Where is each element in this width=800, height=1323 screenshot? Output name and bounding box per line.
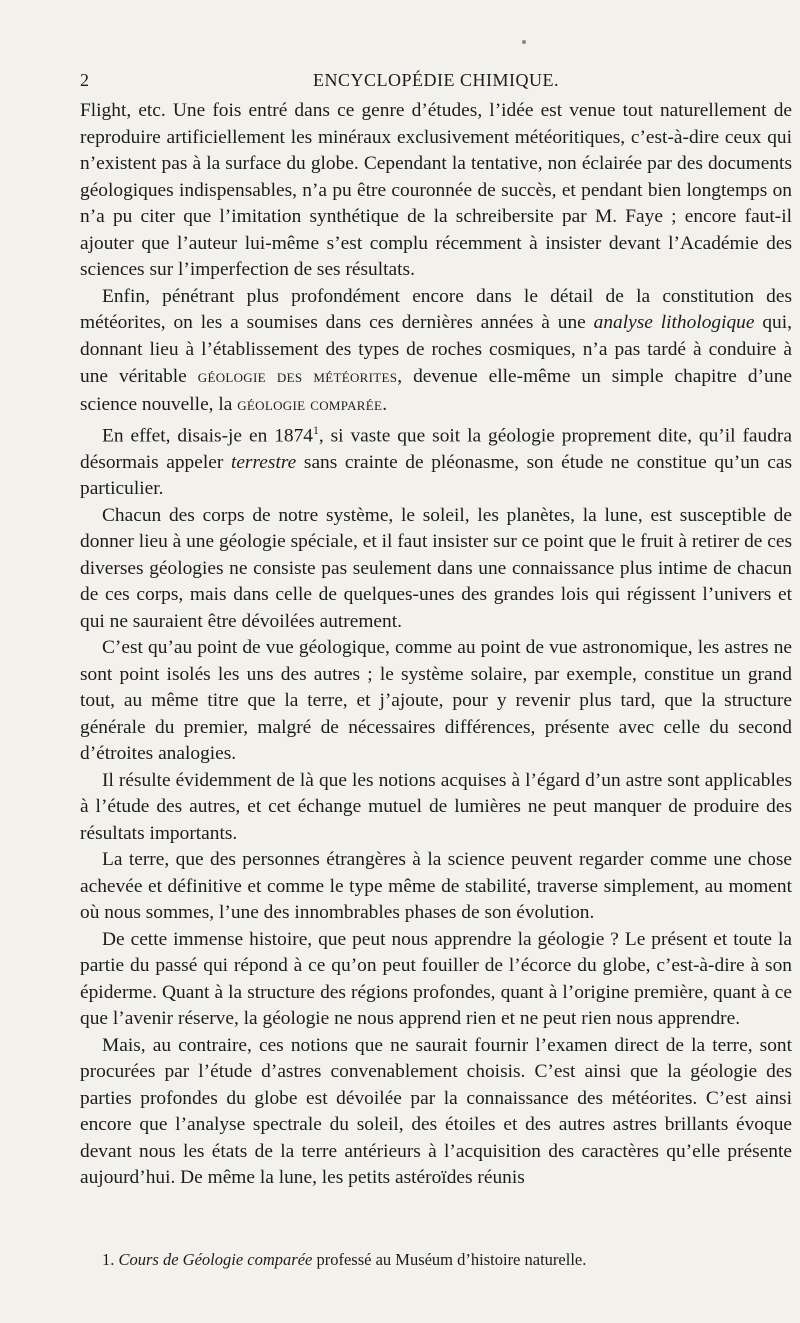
running-title: ENCYCLOPÉDIE CHIMIQUE. (313, 70, 559, 90)
paragraph-9: Mais, au contraire, ces notions que ne saurait fournir l’examen direct de la terre, sont procurées par l’étude d’astres convenablement choisis. C’est ainsi que la géologie des parties profondes du globe est dévoilée par la connaissance des météorites. C’est ainsi encore que l’analyse spectrale du soleil, des étoiles et des autres astres brillants évoque devant nous les états de la terre antérieurs à l’acquisition des caractères qu’elle présente aujourd’hui. De même la lune, les petits astéroïdes réunis (80, 1034, 792, 1189)
print-speck (522, 40, 526, 44)
paragraph-3-text-a: En effet, disais-je en 1874 (102, 425, 313, 447)
paragraph-1: Flight, etc. Une fois entré dans ce genre d’études, l’idée est venue tout naturellement de reproduire artificiellement les minéraux exclusivement météoritiques, c’est-à-dire ceux qui n’existent pas à la surface du globe. Cependant la tentative, non éclairée par des documents géologiques indispensables, n’a pu être couronnée de succès, et pendant bien longtemps on n’a pu citer que l’imitation synthétique de la schreibersite par M. Faye ; encore faut-il ajouter que l’auteur lui-même s’est complu récemment à insister devant l’Académie des sciences sur l’imperfection de ses résultats. (80, 100, 792, 280)
paragraph-5: C’est qu’au point de vue géologique, comme au point de vue astronomique, les astres ne sont point isolés les uns des autres ; le système solaire, par exemple, constitue un grand tout, au même titre que la terre, et j’ajoute, pour y revenir plus tard, que la structure générale du premier, malgré de nécessaires différences, présente avec celle du second d’étroites analogies. (80, 637, 792, 765)
paragraph-3-text-b: , si vaste que soit la géologie proprement dite, qu’il faudra désormais appeler (80, 425, 792, 473)
paragraph-2 (80, 284, 792, 419)
terrestre-emphasis: terrestre (230, 451, 297, 473)
paragraph-2-text-b: qui, donnant lieu à l’établissement des types de roches cosmiques, n’a pas tardé à conduire à une véritable (80, 312, 792, 387)
page-header (80, 70, 792, 94)
body-text (80, 98, 792, 1192)
footnote (80, 1249, 792, 1271)
paragraph-8: De cette immense histoire, que peut nous apprendre la géologie ? Le présent et toute la partie du passé qui répond à ce qu’on peut fouiller de l’écorce du globe, c’est-à-dire à son épiderme. Quant à la structure des régions profondes, quant à l’origine première, quant à ce que l’avenir réserve, la géologie ne nous apprend rien et ne peut rien nous apprendre. (80, 928, 792, 1030)
paragraph-2-text-d: . (382, 393, 388, 415)
paragraph-7: La terre, que des personnes étrangères à la science peuvent regarder comme une chose achevée et définitive et comme le type même de stabilité, traverse simplement, au moment où nous sommes, l’une des innombrables phases de son évolution. (80, 849, 792, 924)
paragraph-3 (80, 418, 792, 503)
paragraph-6: Il résulte évidemment de là que les notions acquises à l’égard d’un astre sont applicables à l’étude des autres, et cet échange mutuel de lumières ne peut manquer de produire des résultats importants. (80, 769, 792, 844)
paragraph-2-text-a: Enfin, pénétrant plus profondément encore dans le détail de la constitution des météorites, on les a soumises dans ces dernières années à une (80, 285, 792, 333)
page-number: 2 (80, 70, 89, 90)
paragraph-4: Chacun des corps de notre système, le soleil, les planètes, la lune, est susceptible de donner lieu à une géologie spéciale, et il faut insister sur ce point que le fruit à retirer de ces diverses géologies ne consiste pas seulement dans une connaissance plus intime de chacun de ces corps, mais dans celle de quelques-unes des grandes lois qui régissent l’univers et qui ne sauraient être dévoilées autrement. (80, 504, 792, 632)
footnote-number: 1. (102, 1250, 115, 1269)
analyse-lithologique-emphasis: analyse lithologique (593, 312, 755, 333)
geologie-comparee-smallcaps: géologie comparée (237, 393, 383, 414)
footnote-text: professé au Muséum d’histoire naturelle. (312, 1250, 587, 1269)
paragraph-3-text-c: sans crainte de pléonasme, son étude ne constitue qu’un cas particulier. (80, 451, 792, 500)
paragraph-2-text-c: , devenue elle-même un simple chapitre d’une science nouvelle, la (80, 366, 793, 415)
footnote-title: Cours de Géologie comparée (118, 1250, 313, 1269)
geologie-des-meteorites-smallcaps: géologie des météorites (197, 366, 398, 386)
footnote-reference: 1 (313, 424, 319, 437)
